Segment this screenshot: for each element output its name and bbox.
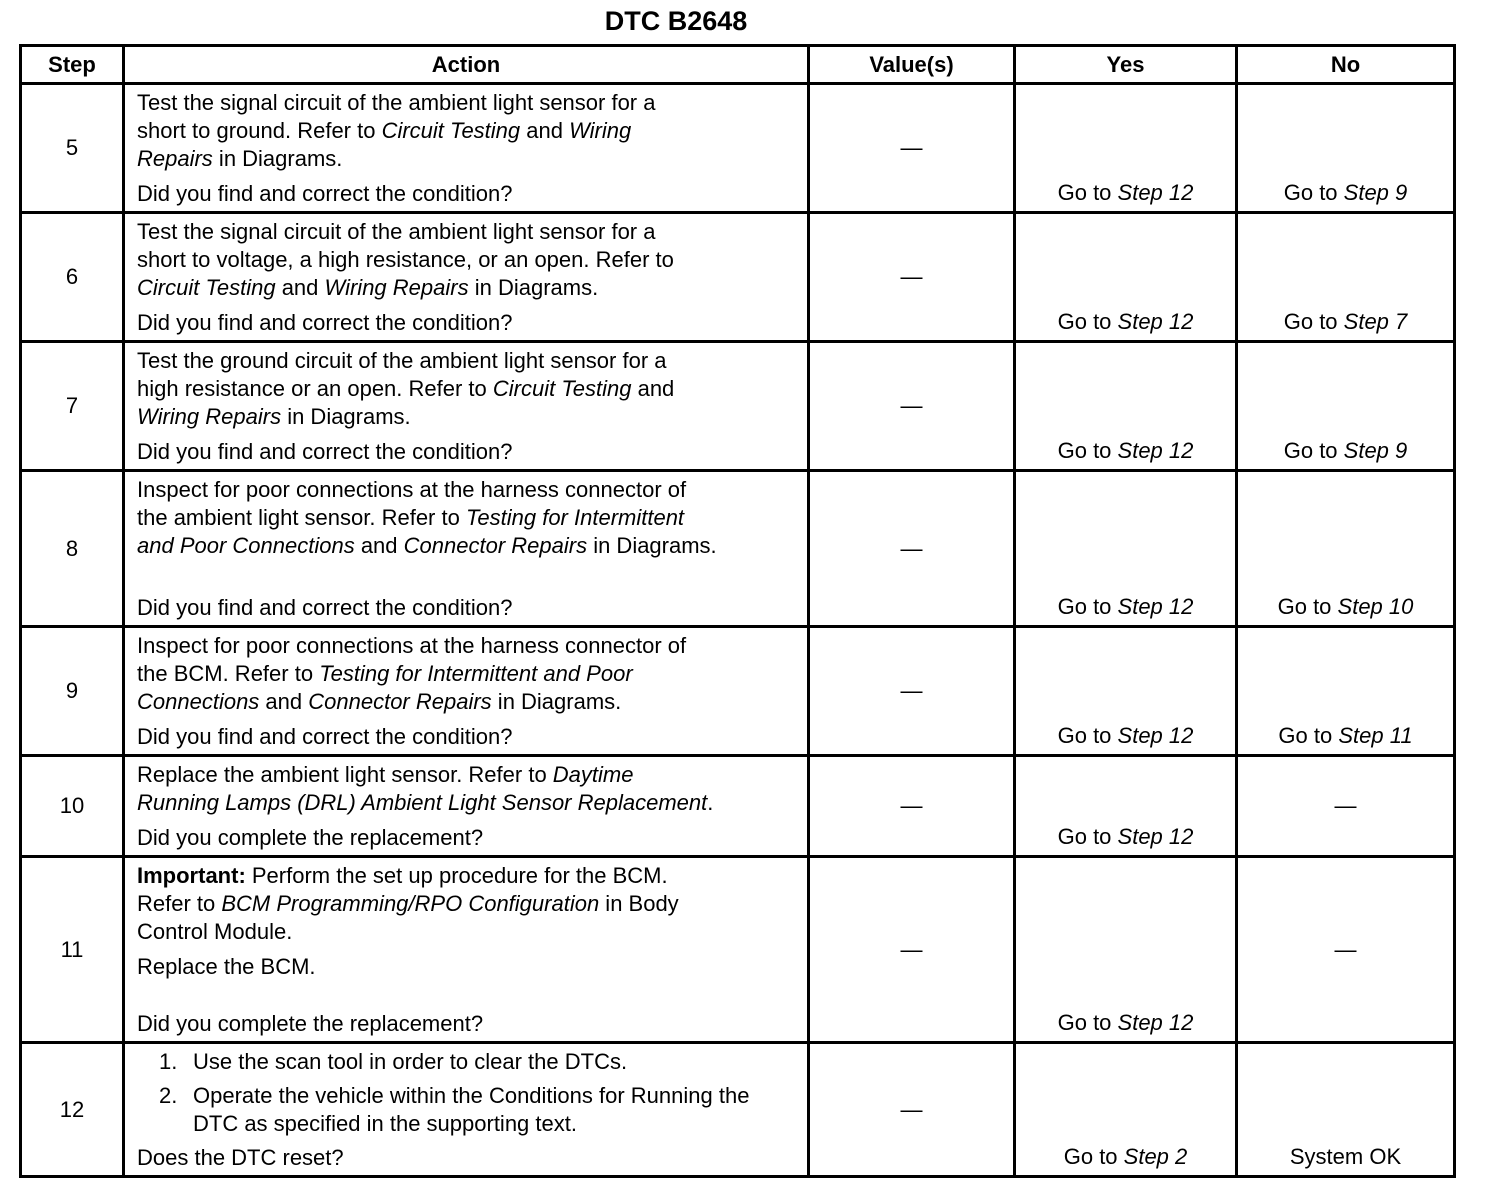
reference-link: Wiring Repairs: [137, 404, 282, 429]
reference-link: Testing for Intermittent: [465, 505, 685, 530]
action-text: Control Module.: [137, 919, 293, 944]
action-cell: [124, 857, 809, 1043]
action-text: in Diagrams.: [491, 689, 622, 714]
action-text: and: [259, 689, 309, 714]
header-action: Action: [124, 46, 809, 84]
value-cell: —: [809, 84, 1015, 213]
table-row: [21, 342, 1455, 471]
action-text: .: [707, 790, 714, 815]
table-row: [21, 213, 1455, 342]
action-text: in Diagrams.: [468, 275, 599, 300]
no-cell: Go to Step 9: [1237, 84, 1455, 213]
reference-link: Connector Repairs: [403, 533, 588, 558]
action-text: the BCM. Refer to: [137, 661, 320, 686]
action-question: Did you find and correct the condition?: [137, 439, 513, 464]
value-cell: —: [809, 756, 1015, 857]
value-cell: —: [809, 1043, 1015, 1177]
action-question: Did you find and correct the condition?: [137, 595, 513, 620]
diagnostic-table: [19, 44, 1456, 1178]
reference-link: Repairs: [137, 146, 213, 171]
yes-cell: Go to Step 12: [1015, 627, 1237, 756]
no-cell: —: [1237, 756, 1455, 857]
step-number: 6: [21, 213, 124, 342]
page-title: DTC B2648: [604, 6, 748, 36]
table-row: [21, 857, 1455, 1043]
value-cell: —: [809, 213, 1015, 342]
action-cell: [124, 1043, 809, 1177]
no-cell: Go to Step 10: [1237, 471, 1455, 627]
step-number: 7: [21, 342, 124, 471]
step-number: 8: [21, 471, 124, 627]
header-row: [21, 46, 1455, 84]
action-cell: [124, 471, 809, 627]
step-number: 9: [21, 627, 124, 756]
action-question: Did you find and correct the condition?: [137, 181, 513, 206]
step-number: 10: [21, 756, 124, 857]
action-text: Refer to: [137, 891, 222, 916]
yes-cell: Go to Step 12: [1015, 471, 1237, 627]
reference-link: Testing for Intermittent and Poor: [319, 661, 633, 686]
action-cell: [124, 756, 809, 857]
list-item: 2. Operate the vehicle within the Conditions for Running the DTC as specified in the supporting text.: [159, 1083, 750, 1136]
action-text: Replace the BCM.: [137, 954, 316, 979]
action-text: in Diagrams.: [281, 404, 411, 429]
no-cell: Go to Step 7: [1237, 213, 1455, 342]
yes-cell: Go to Step 12: [1015, 756, 1237, 857]
action-text: and: [354, 533, 404, 558]
reference-link: and Poor Connections: [137, 533, 355, 558]
action-text: high resistance or an open. Refer to: [137, 376, 493, 401]
action-text: Test the ground circuit of the ambient light sensor for a: [137, 348, 667, 373]
step-number: 5: [21, 84, 124, 213]
yes-cell: Go to Step 12: [1015, 213, 1237, 342]
action-question: Did you find and correct the condition?: [137, 310, 513, 335]
reference-link: Daytime: [552, 762, 634, 787]
action-text: short to voltage, a high resistance, or an open. Refer to: [137, 247, 674, 272]
action-text: in Diagrams.: [587, 533, 717, 558]
reference-link: Wiring Repairs: [324, 275, 469, 300]
reference-link: Running Lamps (DRL) Ambient Light Sensor Replacement: [137, 790, 708, 815]
action-cell: [124, 84, 809, 213]
action-text: Test the signal circuit of the ambient light sensor for a: [137, 90, 656, 115]
yes-cell: Go to Step 12: [1015, 84, 1237, 213]
action-text: Inspect for poor connections at the harness connector of: [137, 477, 687, 502]
yes-cell: Go to Step 2: [1015, 1043, 1237, 1177]
no-cell: Go to Step 9: [1237, 342, 1455, 471]
action-text: in Diagrams.: [212, 146, 343, 171]
important-label: Important:: [137, 863, 246, 888]
action-question: Did you complete the replacement?: [137, 1011, 484, 1036]
numbered-list: [137, 1048, 797, 1138]
action-question: Did you find and correct the condition?: [137, 724, 513, 749]
no-cell: Go to Step 11: [1237, 627, 1455, 756]
yes-cell: Go to Step 12: [1015, 342, 1237, 471]
value-cell: —: [809, 471, 1015, 627]
action-text: short to ground. Refer to: [137, 118, 382, 143]
step-number: 12: [21, 1043, 124, 1177]
action-cell: [124, 342, 809, 471]
value-cell: —: [809, 857, 1015, 1043]
action-question: Does the DTC reset?: [137, 1145, 344, 1170]
action-text: and: [631, 376, 675, 401]
reference-link: Wiring: [569, 118, 632, 143]
reference-link: Circuit Testing: [492, 376, 632, 401]
action-text: Replace the ambient light sensor. Refer to: [137, 762, 553, 787]
action-text: Perform the set up procedure for the BCM.: [245, 863, 668, 888]
header-no: No: [1237, 46, 1455, 84]
table-row: [21, 471, 1455, 627]
header-step: Step: [21, 46, 124, 84]
header-values: Value(s): [809, 46, 1015, 84]
value-cell: —: [809, 627, 1015, 756]
action-text: Inspect for poor connections at the harness connector of: [137, 633, 687, 658]
action-cell: [124, 213, 809, 342]
no-cell: System OK: [1237, 1043, 1455, 1177]
table-row: [21, 756, 1455, 857]
action-question: Did you complete the replacement?: [137, 825, 484, 850]
reference-link: Connector Repairs: [308, 689, 492, 714]
reference-link: BCM Programming/RPO Configuration: [221, 891, 600, 916]
action-text: in Body: [599, 891, 679, 916]
reference-link: Circuit Testing: [137, 275, 276, 300]
action-text: Test the signal circuit of the ambient light sensor for a: [137, 219, 656, 244]
no-cell: —: [1237, 857, 1455, 1043]
action-text: and: [275, 275, 325, 300]
value-cell: —: [809, 342, 1015, 471]
table-row: [21, 1043, 1455, 1177]
action-text: and: [520, 118, 570, 143]
step-number: 11: [21, 857, 124, 1043]
action-text: the ambient light sensor. Refer to: [137, 505, 466, 530]
action-cell: [124, 627, 809, 756]
table-row: [21, 84, 1455, 213]
yes-cell: Go to Step 12: [1015, 857, 1237, 1043]
list-item: 1. Use the scan tool in order to clear the DTCs.: [159, 1049, 628, 1074]
reference-link: Connections: [137, 689, 260, 714]
reference-link: Circuit Testing: [381, 118, 521, 143]
table-row: [21, 627, 1455, 756]
header-yes: Yes: [1015, 46, 1237, 84]
